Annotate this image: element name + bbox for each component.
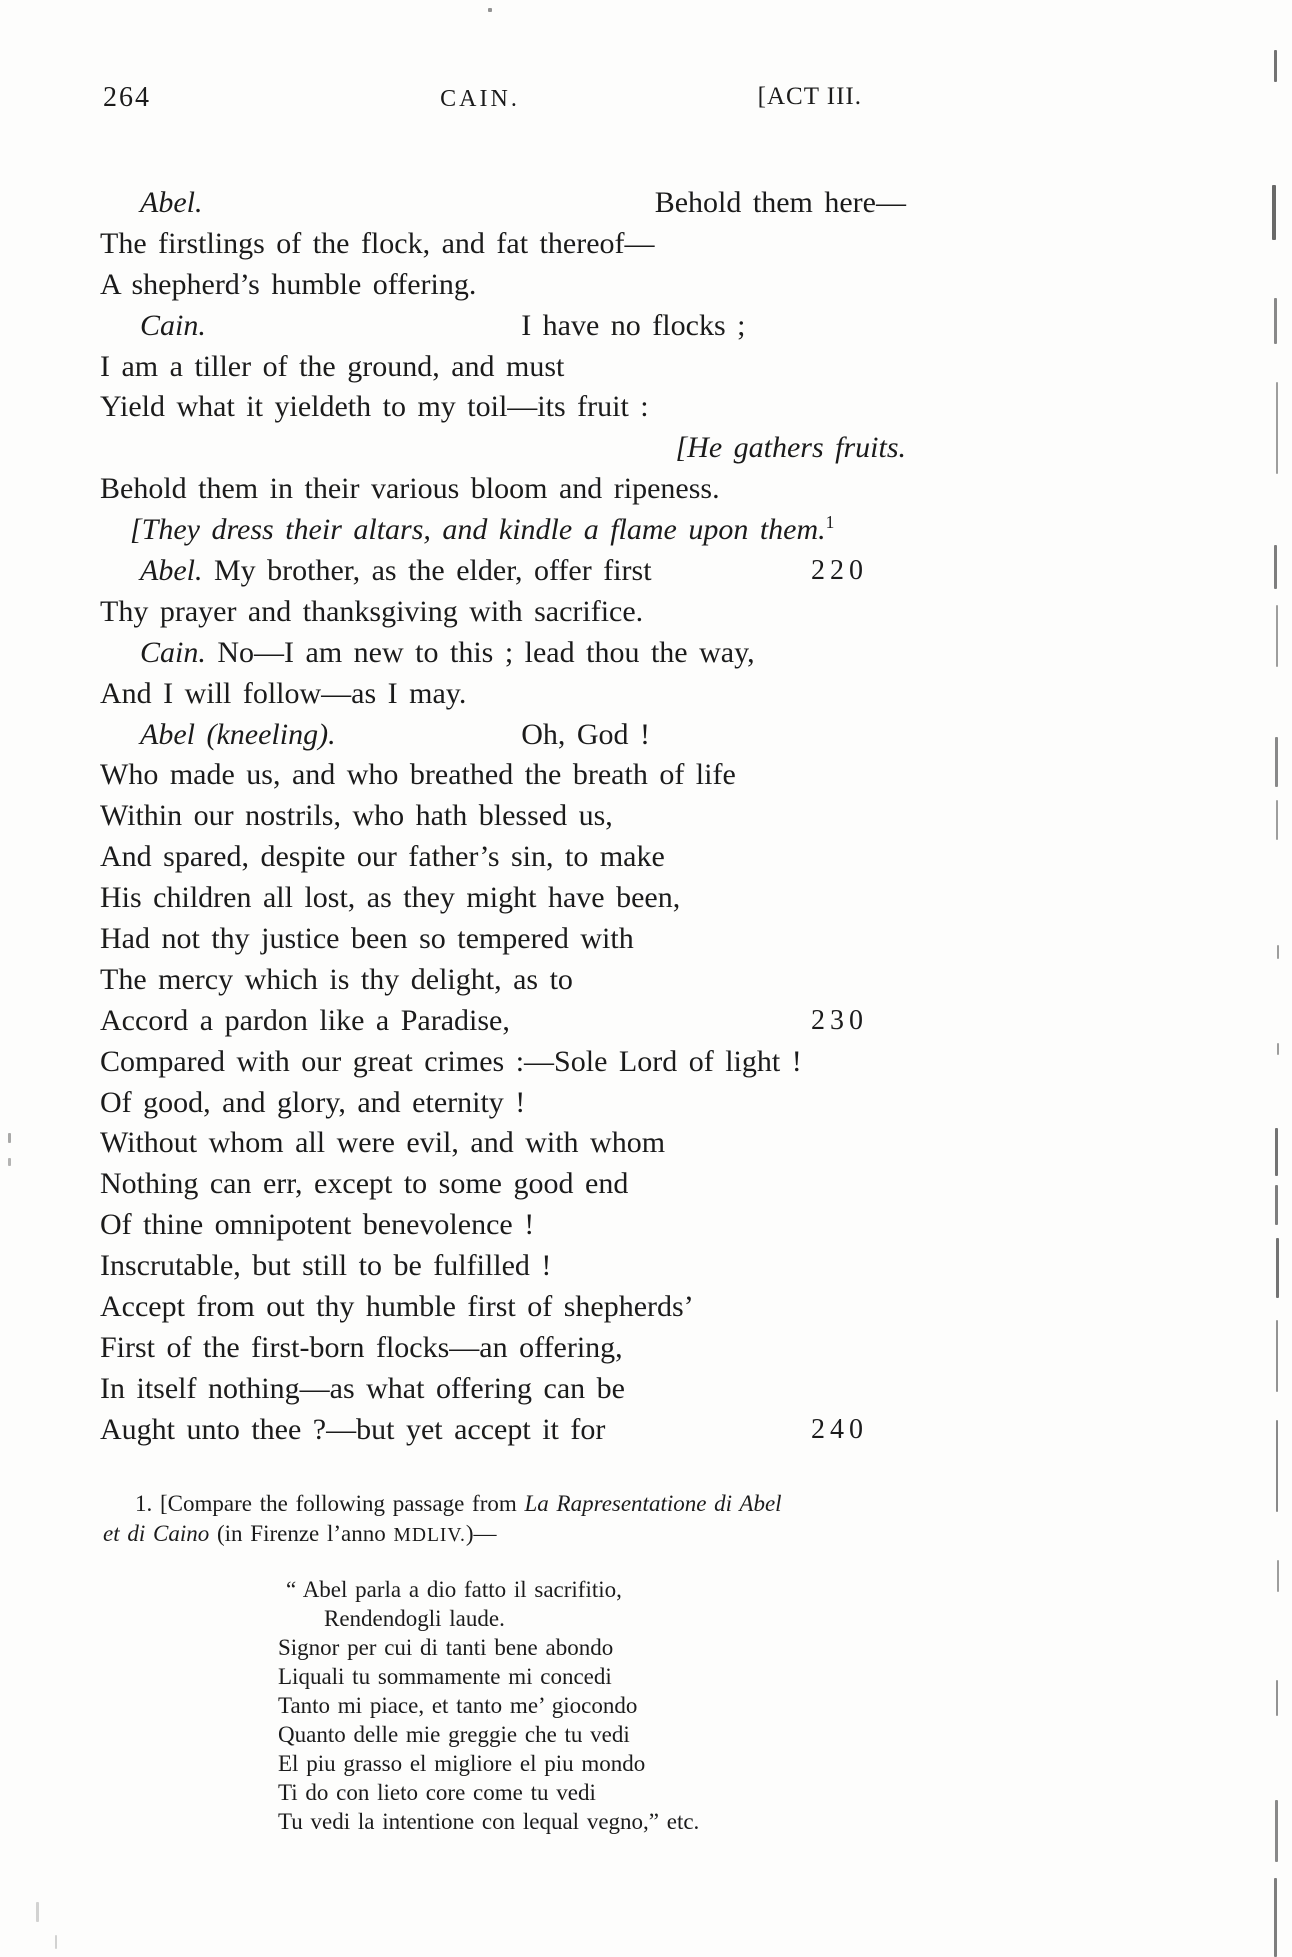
verse-line [100,796,910,837]
footnote-text: )— [465,1520,497,1546]
verse-text: Inscrutable, but still to be fulfilled ! [100,1249,552,1283]
act-marker: [ACT III. [757,83,862,110]
scan-edge-artifact [36,1902,39,1922]
footnote-head-line [103,1519,915,1551]
verse-line [100,633,910,674]
verse-text: Who made us, and who breathed the breath of life [100,758,736,792]
verse-text: I am a tiller of the ground, and must [100,349,565,383]
footnote-text: 1. [Compare the following passage from [135,1491,525,1516]
verse-line [100,674,910,715]
verse-text: [They dress their altars, and kindle a flame upon them. [130,513,826,547]
verse-line [100,755,910,796]
verse-line [100,551,910,592]
verse-text: In itself nothing—as what offering can be [100,1371,625,1405]
verse-text: Nothing can err, except to some good end [100,1167,629,1201]
footnote-verse-line: “ Abel parla a dio fatto il sacrifitio, [286,1577,622,1602]
verse-text: Yield what it yieldeth to my toil—its fruit : [100,390,649,424]
verse-text: The mercy which is thy delight, as to [100,962,573,996]
scan-edge-artifact [488,8,492,12]
footnote-text: (in Firenze l’anno [209,1520,394,1546]
verse-line [100,469,910,510]
scan-edge-artifact [1275,1128,1278,1176]
stage-direction [100,428,910,469]
verse-line [100,592,910,633]
verse-line [100,265,910,306]
verse-line [100,1369,910,1410]
verse-line [100,183,910,224]
footnote [103,1489,915,1836]
verse-text: Accord a pardon like a Paradise, [100,1003,510,1037]
stage-direction [100,510,910,551]
verse-text: [He gathers fruits. [675,431,906,465]
scan-edge-artifact [1276,382,1278,474]
footnote-text: MDLIV. [393,1524,466,1546]
line-number: 230 [811,1004,868,1036]
verse-text: Accept from out thy humble first of shepherds’ [100,1290,694,1324]
verse-line [100,1123,910,1164]
verse-line [100,960,910,1001]
verse-line [100,306,910,347]
footnote-verse-line: El piu grasso el migliore el piu mondo [278,1751,646,1776]
scan-edge-artifact [1272,185,1276,240]
scan-edge-artifact [1277,1043,1279,1055]
play-text [100,183,910,1451]
footnote-text: et di Caino [103,1520,210,1546]
scan-edge-artifact [1274,298,1277,344]
verse-continuation: Oh, God ! [521,717,651,751]
verse-text: No—I am new to this ; lead thou the way, [205,635,755,669]
verse-line [100,1083,910,1124]
verse-text: His children all lost, as they might have been, [100,881,681,915]
verse-line [100,347,910,388]
verse-line [100,878,910,919]
scan-edge-artifact [1274,50,1277,82]
scan-edge-artifact [1276,605,1278,667]
line-number: 220 [811,555,868,587]
scan-edge-artifact [1274,1878,1277,1957]
scan-edge-artifact [1275,1800,1278,1862]
footnote-verse-line: Signor per cui di tanti bene abondo [278,1635,614,1660]
footnote-verse-line: Tu vedi la intentione con lequal vegno,” etc. [278,1809,700,1834]
verse-line [100,1410,910,1451]
footnote-verse [278,1575,915,1836]
scan-edge-artifact [1275,737,1278,787]
scan-edge-artifact [1277,945,1279,959]
running-title: CAIN. [440,86,520,112]
verse-line [100,1328,910,1369]
verse-continuation: I have no flocks ; [521,308,746,342]
footnote-verse-line: Rendendogli laude. [324,1606,505,1631]
footnote-verse-line: Tanto mi piace, et tanto me’ giocondo [278,1693,638,1718]
verse-line [100,1205,910,1246]
speaker-name: Cain. [140,635,206,669]
verse-line [100,387,910,428]
scan-edge-artifact [1277,1560,1279,1592]
verse-text: Thy prayer and thanksgiving with sacrifice. [100,594,644,628]
scan-edge-artifact [1276,800,1278,840]
scan-edge-artifact [1276,1320,1278,1392]
speaker-name: Abel. [140,186,203,219]
verse-line [100,1246,910,1287]
footnote-verse-line: Liquali tu sommamente mi concedi [278,1664,612,1689]
verse-text: And spared, despite our father’s sin, to make [100,840,665,874]
line-number: 240 [811,1413,868,1445]
verse-line [100,837,910,878]
page-number: 264 [103,82,151,113]
verse-text: And I will follow—as I may. [100,676,467,710]
speaker-name: Abel. [140,554,203,588]
verse-line [100,1001,910,1042]
footnote-verse-line: Ti do con lieto core come tu vedi [278,1780,596,1805]
verse-line [100,224,910,265]
scan-edge-artifact [1276,1680,1278,1716]
scan-edge-artifact [1275,1185,1278,1225]
footnote-verse-line: Quanto delle mie greggie che tu vedi [278,1722,630,1747]
scan-edge-artifact [1276,1238,1279,1298]
scan-edge-artifact [1276,1420,1278,1512]
footnote-text: La Rapresentatione di Abel [524,1491,782,1516]
footnote-marker: 1 [825,512,835,533]
scan-edge-artifact [8,1158,11,1166]
verse-text: Behold them in their various bloom and ripeness. [100,472,720,506]
verse-text: Compared with our great crimes :—Sole Lord of light ! [100,1044,802,1078]
verse-text: First of the first-born flocks—an offering, [100,1330,623,1364]
verse-text: Of thine omnipotent benevolence ! [100,1208,535,1242]
speaker-name: Cain. [140,308,206,342]
verse-text: Aught unto thee ?—but yet accept it for [100,1412,606,1446]
verse-text: My brother, as the elder, offer first [202,554,652,588]
speaker-name: Abel (kneeling). [140,717,336,751]
verse-text: Had not thy justice been so tempered with [100,922,634,956]
verse-line [100,1164,910,1205]
verse-text: The firstlings of the flock, and fat thereof— [100,226,655,260]
footnote-head-line [103,1489,915,1519]
verse-line [100,1042,910,1083]
scan-edge-artifact [1274,545,1277,589]
verse-continuation: Behold them here— [654,186,906,219]
verse-line [100,715,910,756]
scan-edge-artifact [8,1133,11,1143]
verse-text: Without whom all were evil, and with whom [100,1126,666,1160]
verse-line [100,919,910,960]
verse-text: Of good, and glory, and eternity ! [100,1085,526,1119]
verse-line [100,1287,910,1328]
scan-edge-artifact [55,1935,57,1949]
verse-text: A shepherd’s humble offering. [100,267,477,301]
verse-text: Within our nostrils, who hath blessed us, [100,799,613,833]
